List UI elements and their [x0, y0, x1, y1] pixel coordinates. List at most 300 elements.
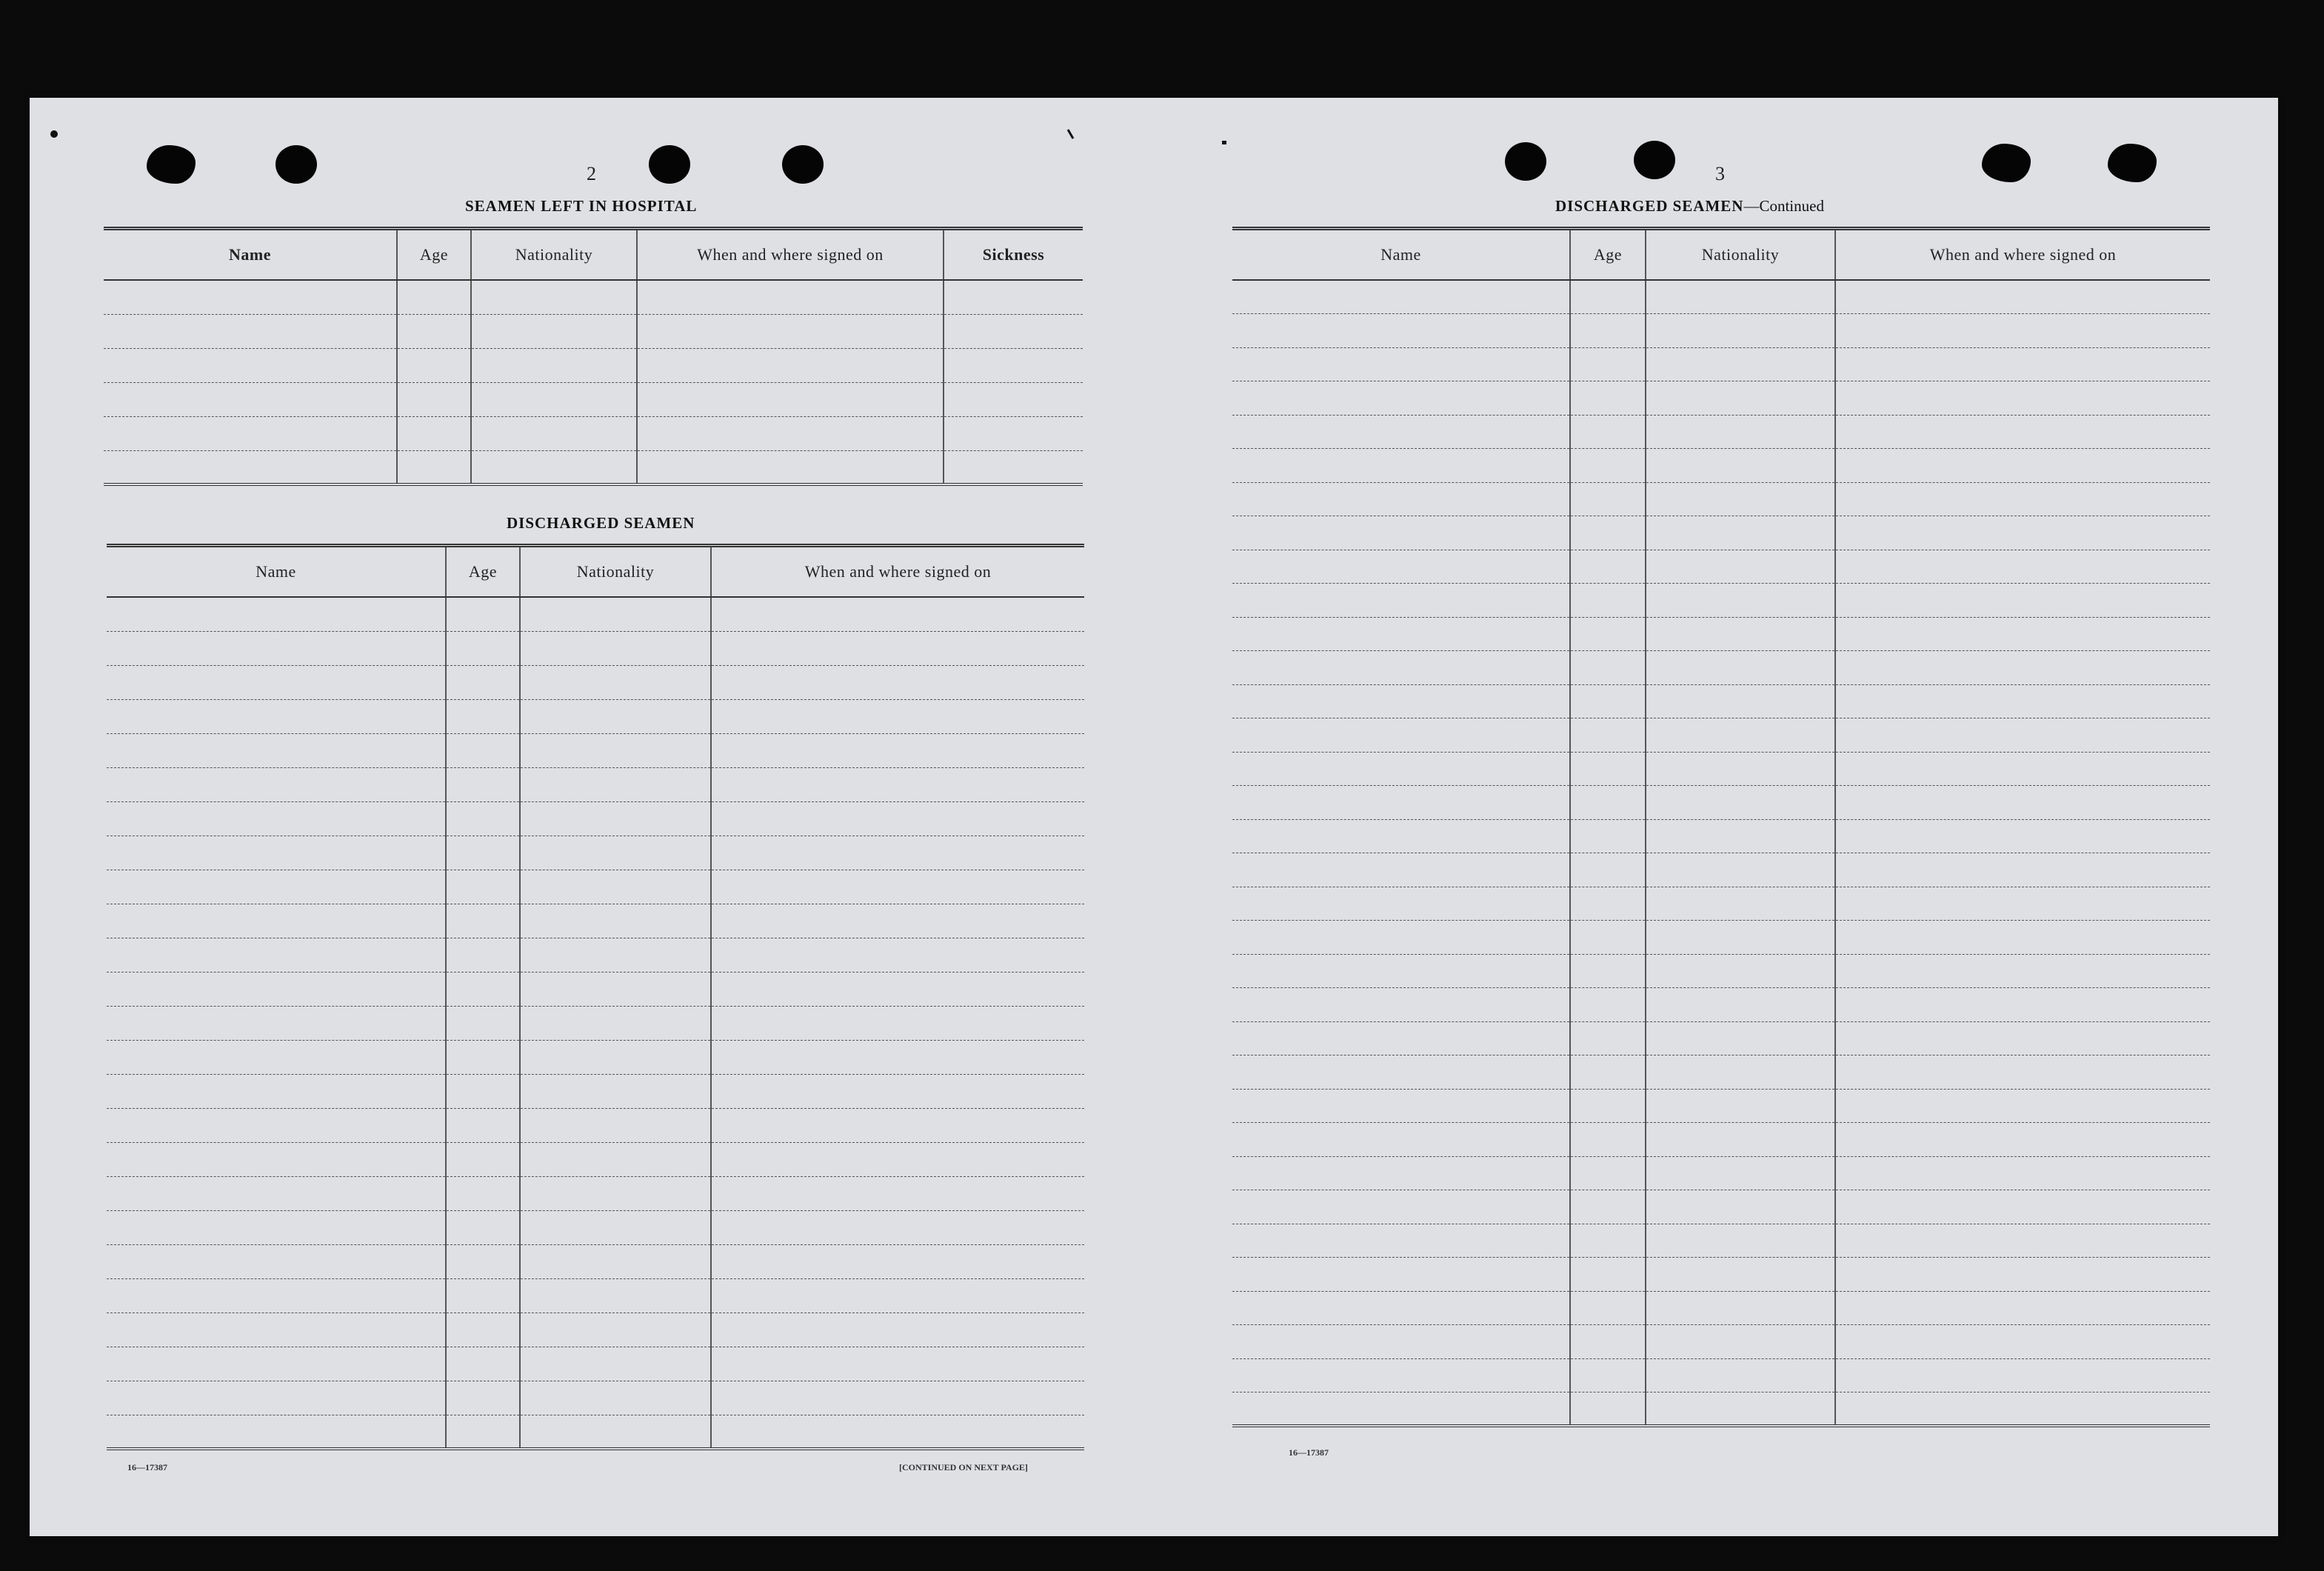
blank-cell[interactable]	[1646, 1325, 1835, 1359]
blank-cell[interactable]	[107, 1006, 446, 1040]
blank-cell[interactable]	[1835, 1224, 2210, 1258]
blank-cell[interactable]	[1232, 1156, 1570, 1190]
blank-cell[interactable]	[520, 801, 711, 835]
blank-cell[interactable]	[1570, 449, 1646, 483]
blank-cell[interactable]	[104, 416, 397, 450]
blank-cell[interactable]	[446, 1142, 520, 1176]
blank-cell[interactable]	[471, 314, 637, 348]
blank-cell[interactable]	[397, 314, 471, 348]
blank-cell[interactable]	[1570, 347, 1646, 381]
blank-cell[interactable]	[1570, 1224, 1646, 1258]
blank-cell[interactable]	[1646, 988, 1835, 1022]
blank-cell[interactable]	[1835, 584, 2210, 618]
blank-cell[interactable]	[107, 1040, 446, 1074]
blank-cell[interactable]	[1570, 1358, 1646, 1392]
blank-cell[interactable]	[1835, 954, 2210, 988]
blank-cell[interactable]	[520, 972, 711, 1006]
blank-cell[interactable]	[1646, 684, 1835, 718]
blank-cell[interactable]	[1570, 1055, 1646, 1090]
blank-cell[interactable]	[1835, 449, 2210, 483]
blank-cell[interactable]	[1570, 617, 1646, 651]
blank-cell[interactable]	[1232, 482, 1570, 516]
blank-cell[interactable]	[637, 314, 944, 348]
blank-cell[interactable]	[520, 1210, 711, 1244]
blank-cell[interactable]	[1646, 853, 1835, 887]
blank-cell[interactable]	[1646, 651, 1835, 685]
blank-cell[interactable]	[520, 1415, 711, 1449]
blank-cell[interactable]	[1646, 617, 1835, 651]
blank-cell[interactable]	[1835, 1089, 2210, 1123]
blank-cell[interactable]	[104, 348, 397, 382]
blank-cell[interactable]	[107, 1347, 446, 1381]
blank-cell[interactable]	[944, 348, 1083, 382]
blank-cell[interactable]	[446, 1108, 520, 1142]
blank-cell[interactable]	[107, 1415, 446, 1449]
table-row	[104, 382, 1083, 416]
blank-cell[interactable]	[1232, 1224, 1570, 1258]
blank-cell[interactable]	[711, 1074, 1084, 1108]
blank-cell[interactable]	[711, 972, 1084, 1006]
blank-cell[interactable]	[107, 1142, 446, 1176]
blank-cell[interactable]	[446, 1210, 520, 1244]
blank-cell[interactable]	[1646, 482, 1835, 516]
blank-cell[interactable]	[1835, 482, 2210, 516]
blank-cell[interactable]	[1232, 1021, 1570, 1055]
blank-cell[interactable]	[1570, 752, 1646, 786]
blank-cell[interactable]	[446, 699, 520, 733]
discharged-continued-table	[1232, 227, 2210, 1427]
blank-cell[interactable]	[1835, 1190, 2210, 1224]
column-header-name: Name	[104, 229, 397, 281]
blank-cell[interactable]	[944, 280, 1083, 314]
blank-cell[interactable]	[520, 870, 711, 904]
blank-cell[interactable]	[1232, 1089, 1570, 1123]
blank-cell[interactable]	[446, 835, 520, 870]
blank-cell[interactable]	[1570, 1392, 1646, 1427]
blank-cell[interactable]	[520, 1244, 711, 1278]
table-row	[107, 597, 1084, 631]
blank-cell[interactable]	[944, 314, 1083, 348]
blank-cell[interactable]	[1570, 482, 1646, 516]
blank-cell[interactable]	[711, 1244, 1084, 1278]
blank-cell[interactable]	[107, 597, 446, 631]
blank-cell[interactable]	[1232, 1358, 1570, 1392]
blank-cell[interactable]	[711, 1347, 1084, 1381]
blank-cell[interactable]	[711, 1040, 1084, 1074]
blank-cell[interactable]	[1232, 718, 1570, 753]
blank-cell[interactable]	[397, 382, 471, 416]
blank-cell[interactable]	[711, 767, 1084, 801]
blank-cell[interactable]	[1835, 651, 2210, 685]
blank-cell[interactable]	[520, 1074, 711, 1108]
blank-cell[interactable]	[1646, 1291, 1835, 1325]
blank-cell[interactable]	[1232, 550, 1570, 584]
blank-cell[interactable]	[1232, 752, 1570, 786]
blank-cell[interactable]	[711, 1176, 1084, 1210]
blank-cell[interactable]	[1835, 752, 2210, 786]
blank-cell[interactable]	[446, 1381, 520, 1415]
blank-cell[interactable]	[520, 733, 711, 767]
blank-cell[interactable]	[1570, 415, 1646, 449]
blank-cell[interactable]	[944, 382, 1083, 416]
blank-cell[interactable]	[711, 733, 1084, 767]
blank-cell[interactable]	[471, 348, 637, 382]
table-row	[1232, 347, 2210, 381]
blank-cell[interactable]	[711, 665, 1084, 699]
scan-speck	[1222, 141, 1226, 144]
blank-cell[interactable]	[397, 348, 471, 382]
blank-cell[interactable]	[446, 631, 520, 665]
blank-cell[interactable]	[446, 1278, 520, 1312]
blank-cell[interactable]	[1646, 718, 1835, 753]
blank-cell[interactable]	[104, 314, 397, 348]
table-row	[107, 1108, 1084, 1142]
blank-cell[interactable]	[446, 904, 520, 938]
right-page	[1155, 98, 2278, 1536]
blank-cell[interactable]	[1646, 1089, 1835, 1123]
blank-cell[interactable]	[711, 835, 1084, 870]
blank-cell[interactable]	[1570, 1291, 1646, 1325]
table-row	[1232, 718, 2210, 753]
blank-cell[interactable]	[107, 1176, 446, 1210]
blank-cell[interactable]	[1232, 617, 1570, 651]
blank-cell[interactable]	[520, 835, 711, 870]
blank-cell[interactable]	[1570, 314, 1646, 348]
blank-cell[interactable]	[1835, 853, 2210, 887]
blank-cell[interactable]	[711, 1210, 1084, 1244]
blank-cell[interactable]	[711, 1006, 1084, 1040]
blank-cell[interactable]	[471, 416, 637, 450]
blank-cell[interactable]	[1835, 314, 2210, 348]
blank-cell[interactable]	[520, 1381, 711, 1415]
blank-cell[interactable]	[1570, 786, 1646, 820]
blank-cell[interactable]	[104, 450, 397, 484]
blank-cell[interactable]	[446, 972, 520, 1006]
blank-cell[interactable]	[1646, 819, 1835, 853]
blank-cell[interactable]	[711, 699, 1084, 733]
punch-hole	[1505, 142, 1546, 181]
table-row	[107, 665, 1084, 699]
blank-cell[interactable]	[446, 1040, 520, 1074]
blank-cell[interactable]	[637, 416, 944, 450]
blank-cell[interactable]	[1835, 1291, 2210, 1325]
blank-cell[interactable]	[711, 1381, 1084, 1415]
blank-cell[interactable]	[1570, 516, 1646, 550]
blank-cell[interactable]	[520, 904, 711, 938]
blank-cell[interactable]	[1570, 887, 1646, 921]
blank-cell[interactable]	[1646, 415, 1835, 449]
blank-cell[interactable]	[104, 382, 397, 416]
blank-cell[interactable]	[107, 1210, 446, 1244]
blank-cell[interactable]	[107, 631, 446, 665]
blank-cell[interactable]	[711, 1415, 1084, 1449]
blank-cell[interactable]	[1232, 921, 1570, 955]
blank-cell[interactable]	[1835, 381, 2210, 416]
table-row	[107, 1244, 1084, 1278]
table-row	[104, 314, 1083, 348]
blank-cell[interactable]	[446, 767, 520, 801]
blank-cell[interactable]	[637, 382, 944, 416]
table-row	[107, 904, 1084, 938]
blank-cell[interactable]	[1570, 584, 1646, 618]
blank-cell[interactable]	[1646, 550, 1835, 584]
blank-cell[interactable]	[1232, 516, 1570, 550]
blank-cell[interactable]	[1646, 449, 1835, 483]
blank-cell[interactable]	[711, 597, 1084, 631]
blank-cell[interactable]	[107, 972, 446, 1006]
blank-cell[interactable]	[711, 1312, 1084, 1347]
blank-cell[interactable]	[1835, 347, 2210, 381]
blank-cell[interactable]	[1570, 550, 1646, 584]
blank-cell[interactable]	[1232, 786, 1570, 820]
blank-cell[interactable]	[397, 416, 471, 450]
table-row	[1232, 1021, 2210, 1055]
title-suffix: —Continued	[1743, 197, 1824, 215]
blank-cell[interactable]	[1835, 1392, 2210, 1427]
blank-cell[interactable]	[1570, 1123, 1646, 1157]
blank-cell[interactable]	[1835, 684, 2210, 718]
blank-cell[interactable]	[471, 280, 637, 314]
blank-cell[interactable]	[1835, 1358, 2210, 1392]
column-header-nationality: Nationality	[520, 546, 711, 598]
blank-cell[interactable]	[1835, 516, 2210, 550]
blank-cell[interactable]	[1570, 853, 1646, 887]
form-number: 16—17387	[1289, 1447, 1329, 1458]
blank-cell[interactable]	[1232, 1392, 1570, 1427]
blank-cell[interactable]	[1232, 954, 1570, 988]
blank-cell[interactable]	[520, 767, 711, 801]
blank-cell[interactable]	[711, 938, 1084, 972]
blank-cell[interactable]	[520, 1142, 711, 1176]
blank-cell[interactable]	[520, 1176, 711, 1210]
blank-cell[interactable]	[520, 1006, 711, 1040]
hospital-section-title: SEAMEN LEFT IN HOSPITAL	[465, 197, 698, 215]
blank-cell[interactable]	[1232, 988, 1570, 1022]
blank-cell[interactable]	[1646, 314, 1835, 348]
blank-cell[interactable]	[520, 1278, 711, 1312]
blank-cell[interactable]	[1835, 1258, 2210, 1292]
blank-cell[interactable]	[711, 1108, 1084, 1142]
blank-cell[interactable]	[107, 1074, 446, 1108]
blank-cell[interactable]	[107, 835, 446, 870]
blank-cell[interactable]	[1570, 1021, 1646, 1055]
blank-cell[interactable]	[446, 1074, 520, 1108]
blank-cell[interactable]	[397, 450, 471, 484]
blank-cell[interactable]	[1835, 988, 2210, 1022]
blank-cell[interactable]	[1646, 1021, 1835, 1055]
blank-cell[interactable]	[1646, 752, 1835, 786]
blank-cell[interactable]	[1232, 819, 1570, 853]
table-row	[107, 801, 1084, 835]
blank-cell[interactable]	[1646, 1224, 1835, 1258]
blank-cell[interactable]	[107, 1108, 446, 1142]
blank-cell[interactable]	[711, 801, 1084, 835]
blank-cell[interactable]	[1646, 516, 1835, 550]
blank-cell[interactable]	[520, 597, 711, 631]
blank-cell[interactable]	[1570, 1156, 1646, 1190]
blank-cell[interactable]	[446, 1415, 520, 1449]
blank-cell[interactable]	[1570, 1258, 1646, 1292]
blank-cell[interactable]	[446, 665, 520, 699]
blank-cell[interactable]	[944, 450, 1083, 484]
blank-cell[interactable]	[711, 1278, 1084, 1312]
blank-cell[interactable]	[1835, 1123, 2210, 1157]
blank-cell[interactable]	[520, 699, 711, 733]
blank-cell[interactable]	[1646, 1258, 1835, 1292]
blank-cell[interactable]	[1646, 1156, 1835, 1190]
blank-cell[interactable]	[1232, 415, 1570, 449]
blank-cell[interactable]	[1646, 921, 1835, 955]
blank-cell[interactable]	[1570, 954, 1646, 988]
table-row	[1232, 482, 2210, 516]
blank-cell[interactable]	[1835, 786, 2210, 820]
blank-cell[interactable]	[1232, 684, 1570, 718]
blank-cell[interactable]	[1232, 1190, 1570, 1224]
blank-cell[interactable]	[711, 631, 1084, 665]
blank-cell[interactable]	[397, 280, 471, 314]
blank-cell[interactable]	[1570, 718, 1646, 753]
blank-cell[interactable]	[520, 1040, 711, 1074]
blank-cell[interactable]	[1570, 988, 1646, 1022]
blank-cell[interactable]	[1646, 347, 1835, 381]
blank-cell[interactable]	[107, 870, 446, 904]
blank-cell[interactable]	[1646, 1358, 1835, 1392]
blank-cell[interactable]	[446, 870, 520, 904]
blank-cell[interactable]	[1646, 584, 1835, 618]
table-row	[1232, 786, 2210, 820]
blank-cell[interactable]	[107, 904, 446, 938]
blank-cell[interactable]	[446, 1347, 520, 1381]
blank-cell[interactable]	[1232, 449, 1570, 483]
blank-cell[interactable]	[107, 767, 446, 801]
blank-cell[interactable]	[446, 1244, 520, 1278]
blank-cell[interactable]	[1646, 1392, 1835, 1427]
blank-cell[interactable]	[107, 665, 446, 699]
blank-cell[interactable]	[1835, 1055, 2210, 1090]
table-row	[1232, 1358, 2210, 1392]
blank-cell[interactable]	[1570, 280, 1646, 314]
blank-cell[interactable]	[711, 870, 1084, 904]
blank-cell[interactable]	[1835, 1021, 2210, 1055]
table-row	[1232, 1325, 2210, 1359]
blank-cell[interactable]	[944, 416, 1083, 450]
blank-cell[interactable]	[1835, 415, 2210, 449]
blank-cell[interactable]	[1570, 381, 1646, 416]
blank-cell[interactable]	[1835, 550, 2210, 584]
blank-cell[interactable]	[107, 733, 446, 767]
blank-cell[interactable]	[637, 280, 944, 314]
blank-cell[interactable]	[107, 1244, 446, 1278]
title-text: DISCHARGED SEAMEN	[1555, 197, 1744, 215]
blank-cell[interactable]	[107, 699, 446, 733]
table-row	[1232, 617, 2210, 651]
table-row	[107, 1006, 1084, 1040]
blank-cell[interactable]	[1570, 651, 1646, 685]
blank-cell[interactable]	[1835, 617, 2210, 651]
blank-cell[interactable]	[1232, 584, 1570, 618]
blank-cell[interactable]	[1835, 819, 2210, 853]
blank-cell[interactable]	[446, 1006, 520, 1040]
table-row	[107, 938, 1084, 972]
blank-cell[interactable]	[1232, 1055, 1570, 1090]
blank-cell[interactable]	[446, 801, 520, 835]
blank-cell[interactable]	[1232, 314, 1570, 348]
blank-cell[interactable]	[1646, 381, 1835, 416]
blank-cell[interactable]	[1646, 786, 1835, 820]
blank-cell[interactable]	[1646, 1123, 1835, 1157]
blank-cell[interactable]	[1232, 651, 1570, 685]
blank-cell[interactable]	[1570, 1325, 1646, 1359]
blank-cell[interactable]	[1646, 1190, 1835, 1224]
blank-cell[interactable]	[1646, 280, 1835, 314]
blank-cell[interactable]	[1232, 347, 1570, 381]
blank-cell[interactable]	[520, 1108, 711, 1142]
blank-cell[interactable]	[1232, 1258, 1570, 1292]
blank-cell[interactable]	[446, 1312, 520, 1347]
blank-cell[interactable]	[1232, 853, 1570, 887]
blank-cell[interactable]	[1835, 1325, 2210, 1359]
blank-cell[interactable]	[1232, 280, 1570, 314]
blank-cell[interactable]	[107, 1278, 446, 1312]
blank-cell[interactable]	[1835, 718, 2210, 753]
punch-hole	[276, 145, 317, 184]
blank-cell[interactable]	[471, 450, 637, 484]
blank-cell[interactable]	[1835, 1156, 2210, 1190]
blank-cell[interactable]	[520, 1347, 711, 1381]
blank-cell[interactable]	[1232, 381, 1570, 416]
blank-cell[interactable]	[107, 938, 446, 972]
blank-cell[interactable]	[1835, 887, 2210, 921]
blank-cell[interactable]	[520, 665, 711, 699]
blank-cell[interactable]	[107, 801, 446, 835]
blank-cell[interactable]	[1835, 921, 2210, 955]
blank-cell[interactable]	[446, 733, 520, 767]
blank-cell[interactable]	[711, 1142, 1084, 1176]
blank-cell[interactable]	[446, 1176, 520, 1210]
blank-cell[interactable]	[637, 450, 944, 484]
blank-cell[interactable]	[1232, 1291, 1570, 1325]
table-row	[1232, 752, 2210, 786]
blank-cell[interactable]	[1232, 1123, 1570, 1157]
blank-cell[interactable]	[1232, 1325, 1570, 1359]
blank-cell[interactable]	[711, 904, 1084, 938]
table-row	[107, 733, 1084, 767]
blank-cell[interactable]	[520, 938, 711, 972]
blank-cell[interactable]	[1646, 887, 1835, 921]
blank-cell[interactable]	[107, 1381, 446, 1415]
blank-cell[interactable]	[104, 280, 397, 314]
blank-cell[interactable]	[1570, 1190, 1646, 1224]
blank-cell[interactable]	[637, 348, 944, 382]
scan-speck	[50, 130, 58, 138]
blank-cell[interactable]	[1835, 280, 2210, 314]
blank-cell[interactable]	[446, 597, 520, 631]
blank-cell[interactable]	[1570, 684, 1646, 718]
blank-cell[interactable]	[107, 1312, 446, 1347]
punch-hole	[1982, 144, 2031, 182]
blank-cell[interactable]	[520, 1312, 711, 1347]
blank-cell[interactable]	[1232, 887, 1570, 921]
blank-cell[interactable]	[1570, 921, 1646, 955]
hospital-rows	[104, 280, 1083, 484]
blank-cell[interactable]	[1570, 819, 1646, 853]
blank-cell[interactable]	[1646, 1055, 1835, 1090]
blank-cell[interactable]	[520, 631, 711, 665]
blank-cell[interactable]	[446, 938, 520, 972]
blank-cell[interactable]	[471, 382, 637, 416]
blank-cell[interactable]	[1570, 1089, 1646, 1123]
blank-cell[interactable]	[1646, 954, 1835, 988]
